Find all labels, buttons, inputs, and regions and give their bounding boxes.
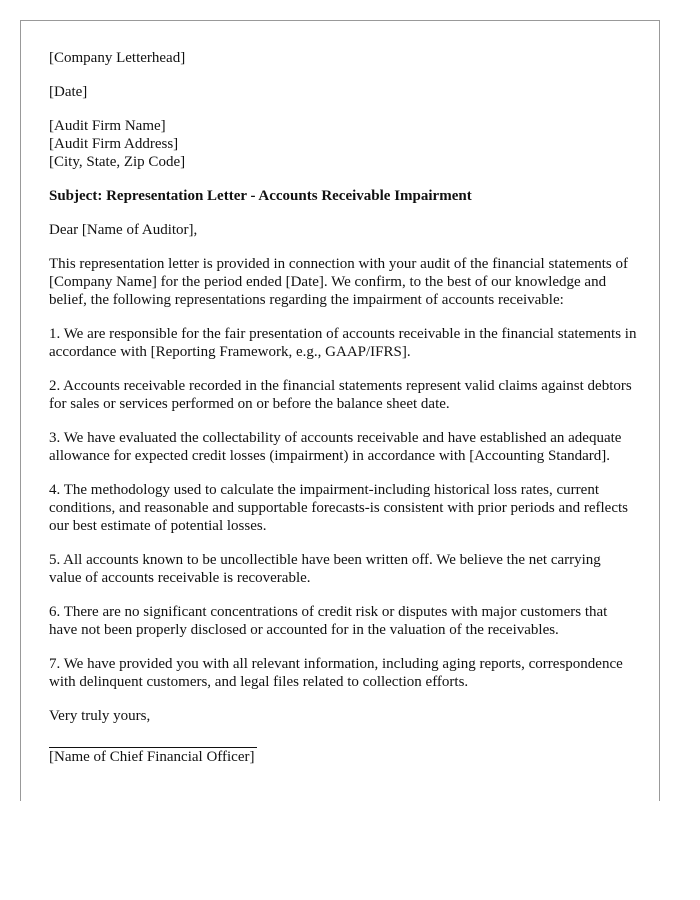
representation-item-4: 4. The methodology used to calculate the impairment-including historical loss rates, current conditions, and reasonable and supportable forecasts-is consistent with prior periods and reflects our best estimate of potential losses. [49, 482, 629, 534]
closing: Very truly yours, [49, 708, 151, 724]
recipient-city-state-zip: [City, State, Zip Code] [49, 154, 186, 170]
company-letterhead: [Company Letterhead] [49, 50, 186, 66]
representation-item-3: 3. We have evaluated the collectability of accounts receivable and have established an adequate allowance for expected credit losses (impairment) in accordance with [Accounting Standard]. [49, 430, 622, 464]
representation-item-7: 7. We have provided you with all relevant information, including aging reports, correspondence with delinquent customers, and legal files related to collection efforts. [49, 656, 623, 690]
representation-item-1: 1. We are responsible for the fair presentation of accounts receivable in the financial statements in accordance with [Reporting Framework, e.g., GAAP/IFRS]. [49, 326, 637, 360]
letter-body [49, 49, 637, 766]
recipient-address [49, 117, 637, 171]
signature-block [49, 747, 637, 766]
representation-item-5: 5. All accounts known to be uncollectible have been written off. We believe the net carrying value of accounts receivable is recoverable. [49, 552, 601, 586]
letter-date: [Date] [49, 84, 88, 100]
intro-paragraph: This representation letter is provided in connection with your audit of the financial statements of [Company Name] for the period ended [Date]. We confirm, to the best of our knowledge and belief, the following representations regarding the impairment of accounts receivable: [49, 256, 629, 308]
representation-item-2: 2. Accounts receivable recorded in the financial statements represent valid claims against debtors for sales or services performed on or before the balance sheet date. [49, 378, 632, 412]
letter-page [20, 20, 660, 801]
recipient-firm-address: [Audit Firm Address] [49, 136, 179, 152]
representation-item-6: 6. There are no significant concentrations of credit risk or disputes with major customers that have not been properly disclosed or accounted for in the valuation of the receivables. [49, 604, 608, 638]
signatory-name: [Name of Chief Financial Officer] [49, 749, 255, 765]
recipient-firm-name: [Audit Firm Name] [49, 118, 166, 134]
salutation: Dear [Name of Auditor], [49, 222, 198, 238]
letter-subject: Subject: Representation Letter - Accounts Receivable Impairment [49, 188, 472, 204]
